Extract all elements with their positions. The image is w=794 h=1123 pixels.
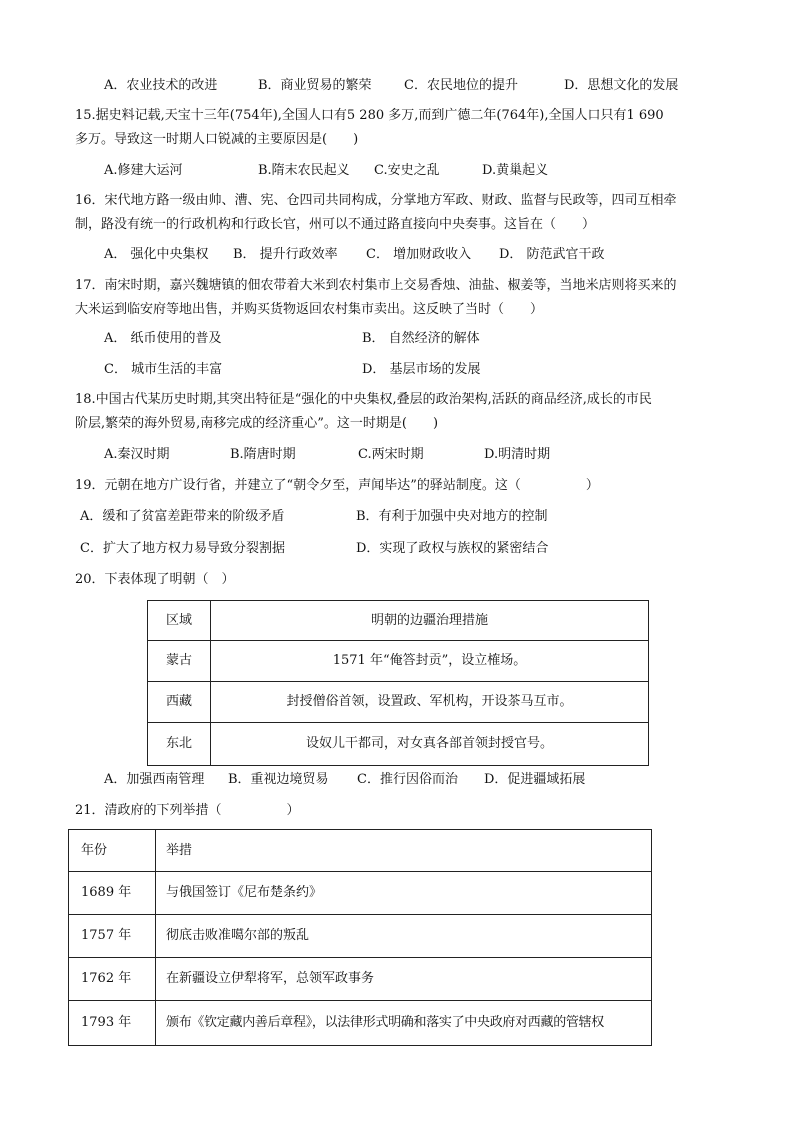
q14-option-b: B．商业贸易的繁荣	[258, 78, 372, 93]
q16-option-c: C． 增加财政收入	[366, 247, 472, 262]
table-cell-measure: 1571 年“俺答封贡”，设立榷场。	[211, 641, 649, 682]
table-cell-measure: 彻底击败准噶尔部的叛乱	[156, 915, 652, 958]
q21-stem: 21．清政府的下列举措（ ）	[75, 803, 300, 818]
q17-stem-line2: 大米运到临安府等地出售，并购买货物返回农村集市卖出。这反映了当时（ ）	[75, 302, 544, 317]
q20-option-d: D．促进疆域拓展	[484, 772, 586, 787]
table-row	[148, 641, 649, 682]
table-cell-region: 东北	[148, 723, 211, 766]
q21-table	[68, 829, 652, 1046]
q18-option-d: D.明清时期	[484, 447, 551, 462]
q15-stem-line1: 15.据史料记载,天宝十三年(754年),全国人口有5 280 多万,而到广德二年(764年),全国人口只有1 690	[75, 108, 664, 123]
q18-option-c: C.两宋时期	[358, 447, 424, 462]
q18-stem-line1: 18.中国古代某历史时期,其突出特征是“强化的中央集权,叠层的政治架构,活跃的商品经济,成长的市民	[75, 392, 652, 407]
q17-stem-line1: 17．南宋时期，嘉兴魏塘镇的佃农带着大米到农村集市上交易香烛、油盐、椒姜等，当地米店则将买来的	[75, 278, 677, 293]
table-cell-measure: 设奴儿干都司，对女真各部首领封授官号。	[211, 723, 649, 766]
q20-option-c: C．推行因俗而治	[357, 772, 458, 787]
q16-option-b: B． 提升行政效率	[233, 247, 338, 262]
q14-option-a: A．农业技术的改进	[104, 78, 218, 93]
table-row	[69, 915, 652, 958]
q19-stem: 19．元朝在地方广设行省，并建立了“朝令夕至，声闻毕达”的驿站制度。这（ ）	[75, 478, 599, 493]
q20-option-a: A．加强西南管理	[104, 772, 205, 787]
q20-option-b: B．重视边境贸易	[228, 772, 329, 787]
table-row	[148, 723, 649, 766]
table-cell-measure: 与俄国签订《尼布楚条约》	[156, 872, 652, 915]
q15-stem-line2: 多万。导致这一时期人口锐减的主要原因是( )	[75, 132, 359, 147]
table-cell-measure: 封授僧俗首领，设置政、军机构，开设茶马互市。	[211, 682, 649, 723]
q14-option-d: D．思想文化的发展	[564, 78, 679, 93]
q16-option-a: A． 强化中央集权	[104, 247, 209, 262]
q17-option-b: B． 自然经济的解体	[362, 331, 480, 346]
q19-option-c: C．扩大了地方权力易导致分裂割据	[80, 541, 285, 556]
table-row	[69, 1001, 652, 1046]
table-cell-region: 蒙古	[148, 641, 211, 682]
table-cell-year: 1689 年	[69, 872, 156, 915]
table-cell-year: 1757 年	[69, 915, 156, 958]
q18-stem-line2: 阶层,繁荣的海外贸易,南移完成的经济重心”。这一时期是( )	[75, 416, 439, 431]
q19-option-d: D．实现了政权与族权的紧密结合	[356, 541, 549, 556]
q19-option-a: A．缓和了贫富差距带来的阶级矛盾	[80, 509, 285, 524]
q14-option-c: C．农民地位的提升	[404, 78, 518, 93]
table-row	[148, 682, 649, 723]
table-cell-region: 西藏	[148, 682, 211, 723]
table-cell-year: 1793 年	[69, 1001, 156, 1046]
q15-option-b: B.隋末农民起义	[258, 163, 350, 178]
table-cell-measure: 在新疆设立伊犁将军，总领军政事务	[156, 958, 652, 1001]
table-cell-year: 1762 年	[69, 958, 156, 1001]
table-cell-measure: 颁布《钦定藏内善后章程》，以法律形式明确和落实了中央政府对西藏的管辖权	[156, 1001, 652, 1046]
q17-option-a: A． 纸币使用的普及	[104, 331, 222, 346]
q20-stem: 20．下表体现了明朝（ ）	[75, 572, 235, 587]
table-row	[69, 872, 652, 915]
q20-table	[147, 600, 649, 766]
q18-option-a: A.秦汉时期	[104, 447, 170, 462]
table-header-row	[148, 601, 649, 641]
table-header-row	[69, 830, 652, 872]
table-header-cell: 举措	[156, 830, 652, 872]
q16-stem-line1: 16．宋代地方路一级由帅、漕、宪、仓四司共同构成，分掌地方军政、财政、监督与民政等，四司互相牵	[75, 193, 677, 208]
q17-option-c: C． 城市生活的丰富	[104, 362, 223, 377]
q15-option-c: C.安史之乱	[374, 163, 440, 178]
q15-option-a: A.修建大运河	[104, 163, 183, 178]
q16-stem-line2: 制，路没有统一的行政机构和行政长官，州可以不通过路直接向中央奏事。这旨在（ ）	[75, 217, 596, 232]
table-row	[69, 958, 652, 1001]
table-header-cell: 年份	[69, 830, 156, 872]
q19-option-b: B．有利于加强中央对地方的控制	[356, 509, 548, 524]
q18-option-b: B.隋唐时期	[230, 447, 296, 462]
table-header-cell: 区域	[148, 601, 211, 641]
q15-option-d: D.黄巢起义	[482, 163, 549, 178]
q16-option-d: D． 防范武官干政	[499, 247, 605, 262]
table-header-cell: 明朝的边疆治理措施	[211, 601, 649, 641]
q17-option-d: D． 基层市场的发展	[362, 362, 481, 377]
